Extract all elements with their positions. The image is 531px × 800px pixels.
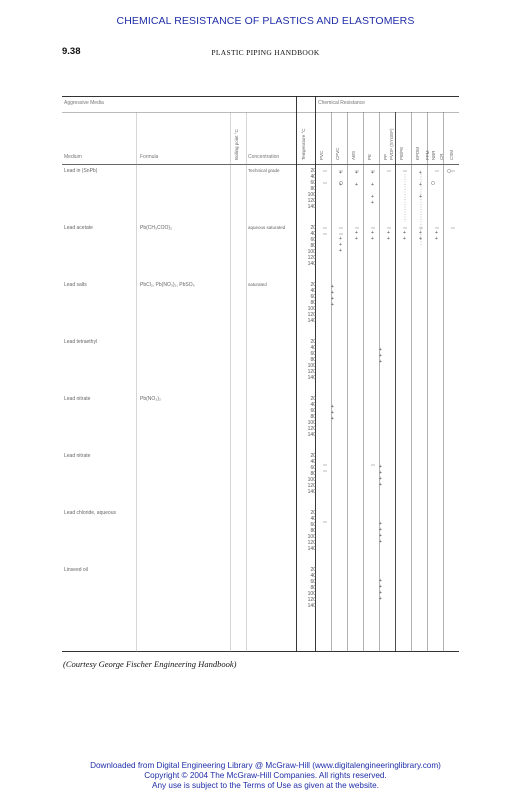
temperature-value: 60 [310,408,316,414]
svg-text:+: + [331,302,334,308]
temperature-value: 100 [307,306,316,312]
svg-text:+: + [419,236,422,242]
temperature-value: 120 [307,255,316,261]
svg-text:+: + [379,539,382,545]
temperature-value: 140 [307,603,316,609]
svg-text:+: + [331,410,334,416]
temperature-value: 60 [310,237,316,243]
formula-column-header: Formula [140,154,159,160]
svg-text:+: + [419,170,422,176]
temperature-value: 100 [307,192,316,198]
svg-text:+: + [379,347,382,353]
medium-cell: Lead acetate [64,225,93,231]
svg-text:+: + [331,416,334,422]
temperature-value: 80 [310,585,316,591]
temperature-value: 100 [307,249,316,255]
temperature-value: 20 [310,510,316,516]
svg-text:+: + [379,470,382,476]
temperature-value: 80 [310,528,316,534]
concentration-cell: aqueous saturated [248,225,286,230]
svg-text:+: + [387,236,390,242]
svg-text:+: + [379,482,382,488]
table-rules [62,96,459,652]
svg-text:+: + [339,182,342,188]
temperature-value: 40 [310,516,316,522]
material-header-pp: PP [383,153,388,160]
svg-text:+: + [379,476,382,482]
svg-text:+: + [387,230,390,236]
running-head: PLASTIC PIPING HANDBOOK [211,48,320,57]
material-header-cpvc: CPVC [335,147,340,160]
material-header-pvdf: PVDF (SYGEF) [389,128,394,160]
temperature-value: 100 [307,477,316,483]
material-header-epdm: EPDM [415,146,420,160]
concentration-cell: Technical grade [248,168,280,173]
temperature-value: 40 [310,174,316,180]
medium-cell: Lead chloride, aqueous [64,510,116,516]
svg-text:+: + [371,230,374,236]
temperature-column-header: Temperature °C [301,128,306,160]
svg-text:+: + [355,236,358,242]
temperature-value: 140 [307,432,316,438]
svg-text:+: + [379,590,382,596]
footer-copyright: Copyright © 2004 The McGraw-Hill Companies. All rights reserved. [144,771,387,780]
top-title: CHEMICAL RESISTANCE OF PLASTICS AND ELASTOMERS [116,15,415,27]
temperature-value: 60 [310,465,316,471]
temperature-value: 100 [307,363,316,369]
temperature-value: 80 [310,243,316,249]
svg-text:+: + [371,194,374,200]
temperature-cell [294,168,316,210]
svg-text:+: + [371,170,374,176]
page-number: 9.38 [62,46,81,57]
svg-text:+: + [379,533,382,539]
concentration-column-header: Concentration [248,154,280,160]
temperature-value: 140 [307,375,316,381]
material-header-nbr: NBR [431,150,436,160]
svg-text:+: + [419,230,422,236]
footer [0,761,531,791]
temperature-value: 60 [310,294,316,300]
svg-text:+: + [379,521,382,527]
temperature-value: 120 [307,198,316,204]
temperature-value: 40 [310,459,316,465]
concentration-cell: saturated [248,282,267,287]
svg-text:+: + [339,170,342,176]
temperature-cell [294,225,316,267]
svg-text:+: + [435,236,438,242]
temperature-value: 20 [310,282,316,288]
svg-text:+: + [419,194,422,200]
svg-text:+: + [339,248,342,254]
temperature-value: 20 [310,396,316,402]
svg-text:+: + [403,236,406,242]
temperature-value: 20 [310,567,316,573]
temperature-value: 20 [310,339,316,345]
footer-terms: Any use is subject to the Terms of Use as given at the website. [152,781,379,790]
svg-text:+: + [371,236,374,242]
temperature-value: 120 [307,483,316,489]
temperature-cell [294,339,316,381]
svg-text:+: + [339,242,342,248]
svg-text:+: + [371,182,374,188]
temperature-cell [294,567,316,609]
temperature-value: 80 [310,414,316,420]
medium-column-header: Medium [64,154,82,160]
temperature-value: 60 [310,180,316,186]
temperature-value: 140 [307,318,316,324]
temperature-cell [294,510,316,552]
temperature-value: 40 [310,231,316,237]
temperature-value: 60 [310,522,316,528]
temperature-value: 20 [310,168,316,174]
svg-text:+: + [379,353,382,359]
temperature-value: 80 [310,357,316,363]
svg-text:+: + [331,296,334,302]
temperature-value: 60 [310,351,316,357]
material-header-pvc: PVC [319,150,324,160]
svg-text:+: + [339,236,342,242]
svg-text:+: + [331,290,334,296]
boiling-point-column-header: Boiling point °C [234,129,239,160]
temperature-value: 40 [310,402,316,408]
material-header-fpm: FPM [425,150,430,160]
material-header-csm: CSM [449,150,454,160]
temperature-value: 120 [307,369,316,375]
formula-cell: Pb(CH₃COO)₂ [140,225,173,231]
svg-text:+: + [371,200,374,206]
svg-text:+: + [403,230,406,236]
svg-text:+: + [331,404,334,410]
temperature-value: 100 [307,534,316,540]
svg-text:+: + [331,284,334,290]
temperature-value: 140 [307,261,316,267]
svg-text:+: + [379,464,382,470]
svg-text:+: + [379,527,382,533]
medium-cell: Lead tetraethyl [64,339,98,345]
material-header-pe: PE [367,153,372,160]
temperature-value: 40 [310,345,316,351]
chemical-resistance-header: Chemical Resistance [318,100,365,106]
medium-cell: Lead salts [64,282,87,288]
svg-text:+: + [379,578,382,584]
temperature-value: 40 [310,573,316,579]
temperature-value: 40 [310,288,316,294]
temperature-value: 80 [310,186,316,192]
temperature-value: 120 [307,312,316,318]
svg-text:+: + [355,230,358,236]
temperature-value: 120 [307,540,316,546]
medium-cell: Linseed oil [64,567,88,573]
material-header-abs: ABS [351,150,356,160]
temperature-value: 140 [307,489,316,495]
temperature-cell [294,453,316,495]
temperature-value: 80 [310,471,316,477]
svg-text:+: + [379,596,382,602]
temperature-value: 120 [307,597,316,603]
temperature-value: 120 [307,426,316,432]
material-header-cr: CR [439,153,444,160]
svg-text:+: + [419,182,422,188]
medium-cell: Lead in (SnPb) [64,168,98,174]
temperature-value: 60 [310,579,316,585]
temperature-value: 20 [310,225,316,231]
svg-text:+: + [435,230,438,236]
temperature-value: 80 [310,300,316,306]
material-header-pbpe: PB/PE [399,146,404,160]
svg-text:+: + [379,359,382,365]
temperature-cell [294,282,316,324]
formula-cell: Pb(NO₃)₂ [140,396,161,402]
temperature-value: 20 [310,453,316,459]
temperature-cell [294,396,316,438]
temperature-value: 100 [307,420,316,426]
svg-text:+: + [355,170,358,176]
temperature-value: 140 [307,204,316,210]
footer-download-link[interactable]: Downloaded from Digital Engineering Library @ McGraw-Hill (www.digitalengineeringlibrary.com) [90,761,441,770]
medium-cell: Lead nitrate [64,453,91,459]
svg-text:+: + [379,584,382,590]
aggressive-media-header: Aggressive Media [64,100,104,106]
temperature-value: 140 [307,546,316,552]
formula-cell: PbCl₂, Pb(NO₃)₂, PbSO₄ [140,282,195,288]
chemical-resistance-table [62,96,459,652]
figure-caption: (Courtesy George Fischer Engineering Handbook) [63,659,237,669]
temperature-value: 100 [307,591,316,597]
svg-text:+: + [355,182,358,188]
medium-cell: Lead nitrate [64,396,91,402]
